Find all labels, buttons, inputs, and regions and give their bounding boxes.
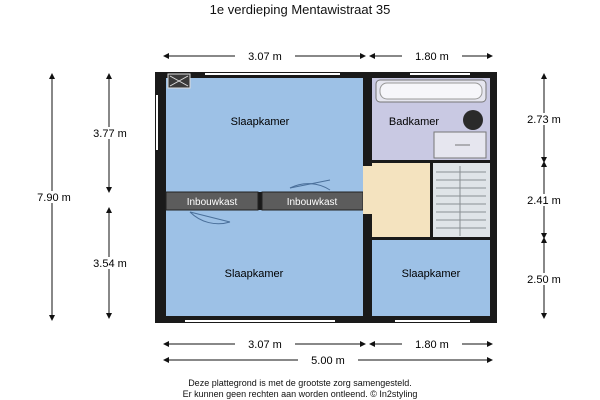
dim-total-width: 5.00 m bbox=[311, 355, 345, 367]
label-bathroom: Badkamer bbox=[388, 116, 440, 128]
room-hallway bbox=[372, 162, 432, 238]
dim-bottom-right: 1.80 m bbox=[415, 339, 449, 351]
room-bedroom-top bbox=[166, 78, 363, 192]
room-stairwell bbox=[432, 162, 490, 238]
disclaimer-line-2: Er kunnen geen rechten aan worden ontleend. © In2styling bbox=[182, 389, 418, 399]
label-bedroom-top: Slaapkamer bbox=[230, 116, 290, 128]
plan-title: 1e verdieping Mentawistraat 35 bbox=[209, 2, 391, 17]
toilet-icon bbox=[463, 110, 483, 130]
dim-left-lower: 3.54 m bbox=[93, 258, 127, 270]
dim-left-upper: 3.77 m bbox=[93, 128, 127, 140]
dim-bottom-left: 3.07 m bbox=[248, 339, 282, 351]
dim-right-lower: 2.50 m bbox=[527, 274, 561, 286]
label-closet-left: Inbouwkast bbox=[186, 197, 238, 208]
label-closet-right: Inbouwkast bbox=[286, 197, 338, 208]
dim-right-upper: 2.73 m bbox=[527, 114, 561, 126]
label-bedroom-bottom-left: Slaapkamer bbox=[224, 268, 284, 280]
dim-top-right: 1.80 m bbox=[415, 51, 449, 63]
dim-total-height: 7.90 m bbox=[37, 192, 71, 204]
room-bedroom-bottom-left bbox=[166, 210, 363, 316]
disclaimer-line-1: Deze plattegrond is met de grootste zorg samengesteld. bbox=[188, 378, 412, 388]
dim-right-middle: 2.41 m bbox=[527, 195, 561, 207]
dim-top-left: 3.07 m bbox=[248, 51, 282, 63]
label-bedroom-bottom-right: Slaapkamer bbox=[401, 268, 461, 280]
